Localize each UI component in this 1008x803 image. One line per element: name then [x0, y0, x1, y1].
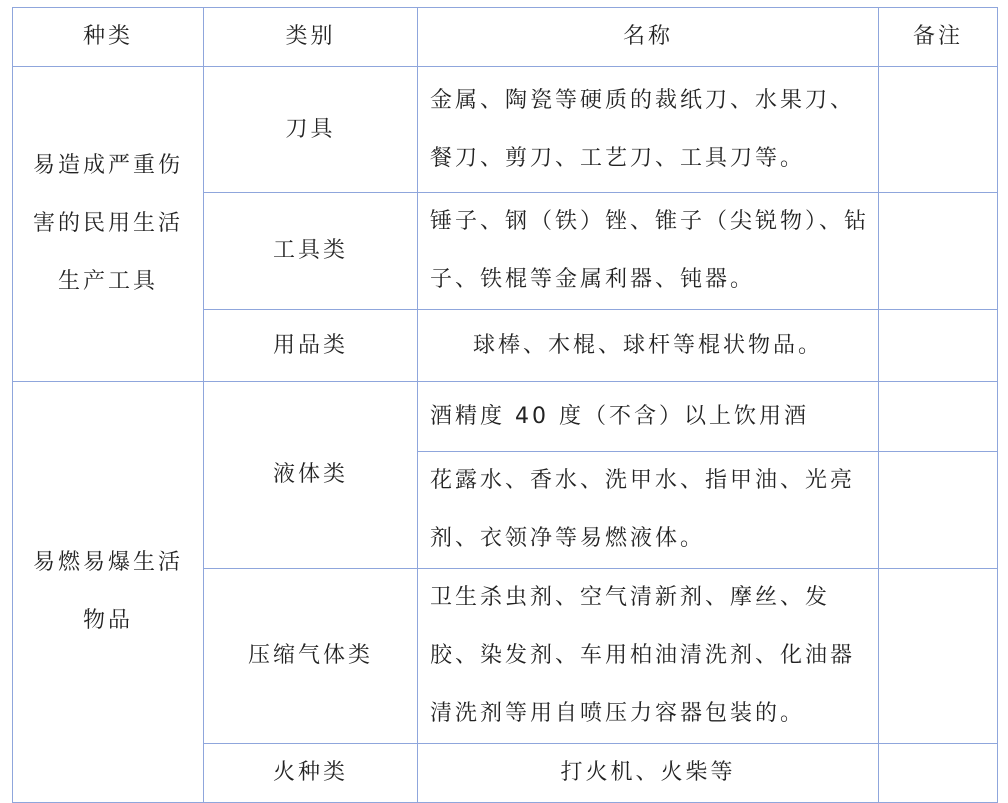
category-cell: 压缩气体类 [204, 569, 418, 744]
prohibited-items-table [12, 7, 998, 803]
category-cell: 工具类 [204, 193, 418, 310]
note-cell [879, 67, 998, 193]
category-cell: 用品类 [204, 310, 418, 382]
name-cell: 酒精度 40 度（不含）以上饮用酒 [418, 382, 879, 452]
note-cell [879, 382, 998, 452]
header-note: 备注 [879, 8, 998, 67]
note-cell [879, 310, 998, 382]
category-cell: 刀具 [204, 67, 418, 193]
header-species: 种类 [13, 8, 204, 67]
name-cell: 锤子、钢（铁）锉、锥子（尖锐物）、钻子、铁棍等金属利器、钝器。 [418, 193, 879, 310]
header-row [13, 8, 998, 67]
species-cell-tools: 易造成严重伤害的民用生活生产工具 [13, 67, 204, 382]
note-cell [879, 744, 998, 803]
name-cell: 花露水、香水、洗甲水、指甲油、光亮剂、衣领净等易燃液体。 [418, 452, 879, 569]
name-cell: 打火机、火柴等 [418, 744, 879, 803]
name-cell: 球棒、木棍、球杆等棍状物品。 [418, 310, 879, 382]
note-cell [879, 193, 998, 310]
table-row [13, 67, 998, 193]
name-cell: 金属、陶瓷等硬质的裁纸刀、水果刀、餐刀、剪刀、工艺刀、工具刀等。 [418, 67, 879, 193]
name-cell: 卫生杀虫剂、空气清新剂、摩丝、发胶、染发剂、车用柏油清洗剂、化油器清洗剂等用自喷压力容器包装的。 [418, 569, 879, 744]
species-cell-flammable: 易燃易爆生活物品 [13, 382, 204, 803]
category-cell: 火种类 [204, 744, 418, 803]
header-category: 类别 [204, 8, 418, 67]
note-cell [879, 569, 998, 744]
category-cell: 液体类 [204, 382, 418, 569]
header-name: 名称 [418, 8, 879, 67]
note-cell [879, 452, 998, 569]
table-row [13, 382, 998, 452]
